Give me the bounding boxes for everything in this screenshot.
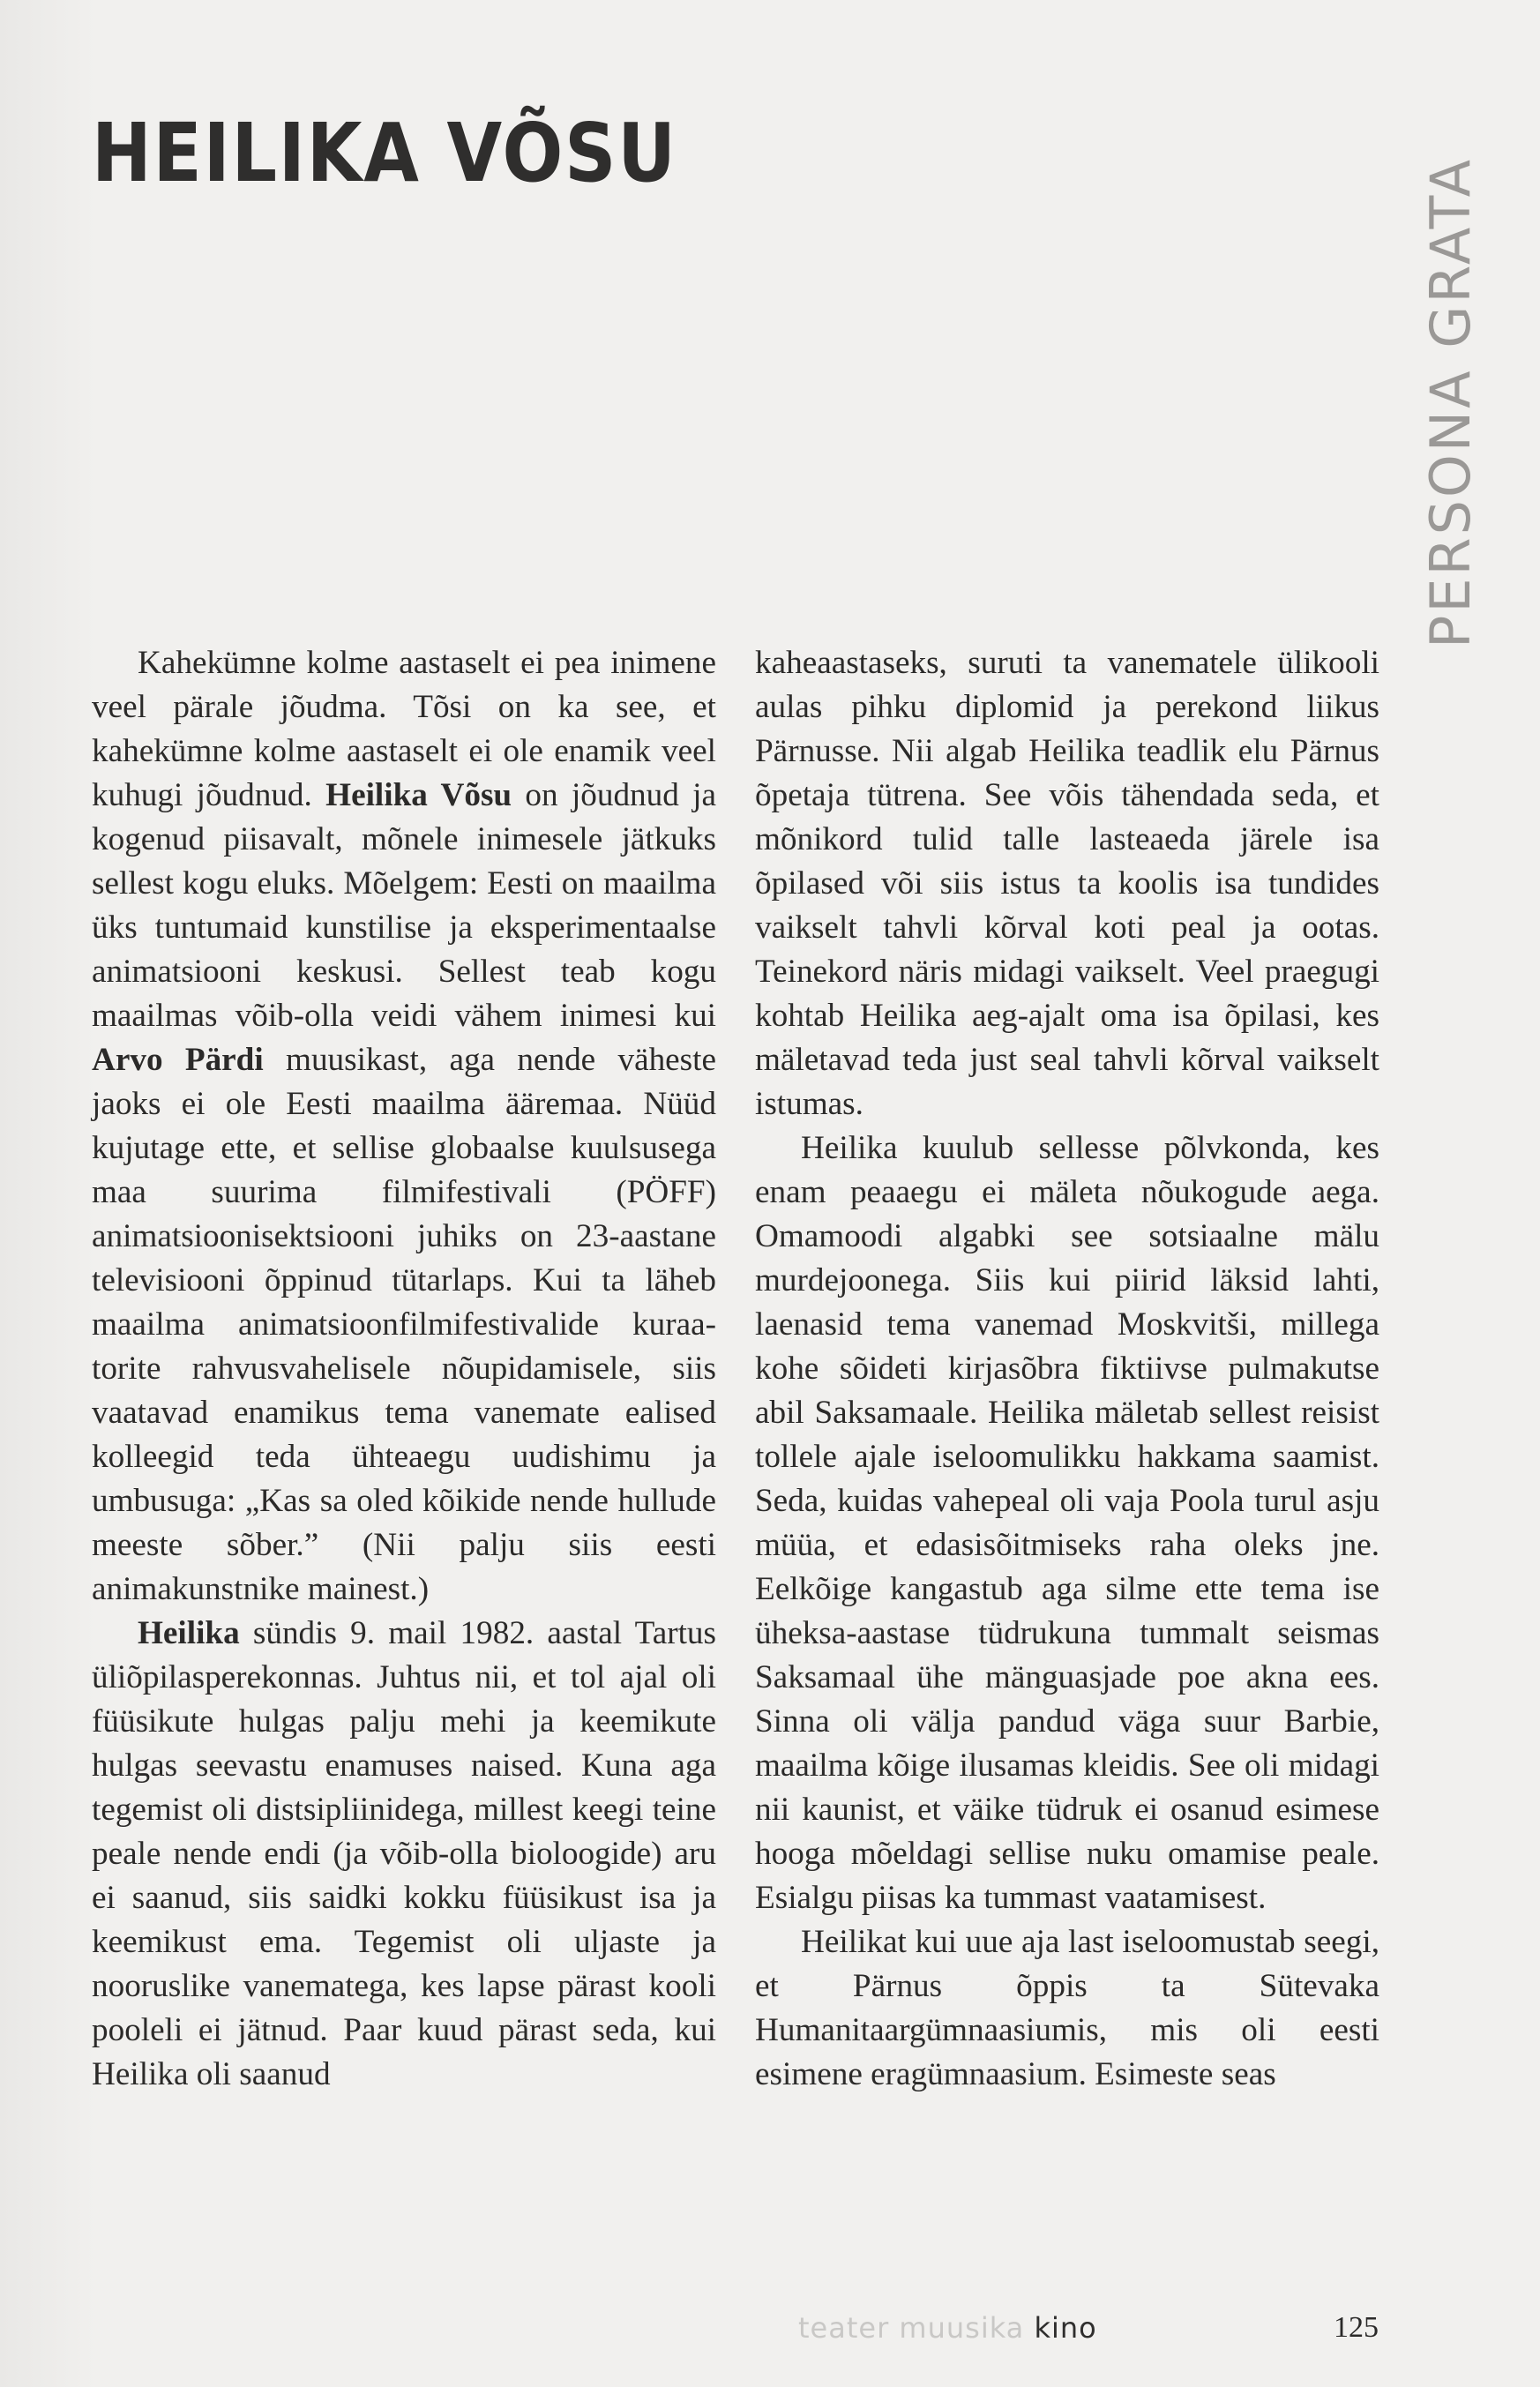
person-name: Heilika [138, 1615, 240, 1651]
right-column [755, 641, 1379, 2097]
left-column [92, 641, 716, 2097]
paragraph: Heilika kuulub sellesse põlvkonda, kes enam peaaegu ei mäleta nõukogude aega. Omamoodi algabki see sotsiaalne mälu murdejoonega. Siis kui piirid läksid lahti, laenasid tema vanemad Moskvitši, millega kohe sõideti kirjasõbra fiktiivse pulmakutse abil Saksamaale. Heilika mäletab sellest reisist tollele ajale iseloomulikku hakkama saamist. Seda, kuidas vahepeal oli vaja Poola turul asju müüa, et edasisõitmiseks raha oleks jne. Eelkõige kangastub aga silme ette tema ise üheksa-aastase tüdrukuna tummalt seismas Saksamaal ühe mänguasjade poe akna ees. Sinna oli välja pandud väga suur Barbie, maailma kõige ilusamas kleidis. See oli midagi nii kaunist, et väike tüdruk ei osanud esimese hooga mõeldagi sellise nuku omamise peale. Esialgu piisas ka tummast vaatamisest. [755, 1130, 1379, 1916]
paragraph [92, 641, 716, 1612]
paragraph: kaheaastaseks, suruti ta vanematele ülikooli aulas pihku diplomid ja perekond liikus Pärnusse. Nii algab Heilika teadlik elu Pärnus õpetaja tütrena. See võis tähendada seda, et mõnikord tulid talle lasteaeda järele isa õpilased või siis istus ta koolis isa tundides vaikselt tahvli kõrval koti peal ja ootas. Teinekord näris midagi vaikselt. Veel praegugi kohtab Heilika aeg-ajalt oma isa õpilasi, kes mäletavad teda just seal tahvli kõrval vaikselt istumas. [755, 645, 1379, 1122]
section-label: PERSONA GRATA [1418, 157, 1483, 648]
article-title: HEILIKA VÕSU [92, 106, 677, 200]
magazine-name-part: kino [1034, 2311, 1097, 2345]
person-name: Heilika Võsu [325, 777, 512, 813]
text-run: muusikast, aga nende väheste jaoks ei ole Eesti maailma ääremaa. Nüüd kujutage ette, et sellise globaalse kuulsusega maa suurima filmifestivali (PÖFF) animatsioonisektsiooni juhiks on 23-aastane televisiooni õppinud tütarlaps. Kui ta läheb maailma animatsioonfilmifestivalide kuraatorite rahvusvahelisele nõupidamisele, siis vaatavad enamikus tema vanemate ealised kolleegid teda ühteaegu uudishimu ja umbusuga: „Kas sa oled kõikide nende hullude meeste sõber.” (Nii palju siis eesti animakunstnike mainest.) [92, 1042, 716, 1607]
page-edge-shadow [0, 0, 97, 2387]
page-number: 125 [1334, 2311, 1379, 2344]
text-run: Kahekümne kolme aastaselt ei pea inimene veel pärale jõudma. Tõsi on ka see, et kahekümne kolme aastaselt ei ole enamik veel kuhugi jõudnud. [92, 645, 716, 813]
paragraph: Heilikat kui uue aja last iseloomustab seegi, et Pärnus õppis ta Sütevaka Humanitaargümnaasiumis, mis oli eesti esimene eragümnaasium. Esimeste seas [755, 1924, 1379, 2092]
magazine-name [798, 2311, 1097, 2345]
text-run: on jõudnud ja kogenud piisavalt, mõnele inimesele jätkuks sellest kogu eluks. Mõelgem: Eesti on maailma üks tuntumaid kunstilise ja eksperimentaalse animatsiooni keskusi. Sellest teab kogu maailmas võib-olla veidi vähem inimesi kui [92, 777, 716, 1034]
person-name: Arvo Pärdi [92, 1042, 264, 1078]
text-run: sündis 9. mail 1982. aastal Tartus üliõpilasperekonnas. Juhtus nii, et tol ajal oli füüsikute hulgas palju mehi ja keemikute hulgas seevastu enamuses naised. Kuna aga tegemist oli distsipliinidega, millest keegi teine peale nende endi (ja võib-olla bioloogide) aru ei saanud, siis saidki kokku füüsikust isa ja keemikust ema. Tegemist oli uljaste ja nooruslike vanematega, kes lapse pärast kooli pooleli ei jätnud. Paar kuud pärast seda, kui Heilika oli saanud [92, 1615, 716, 2092]
paragraph [92, 1612, 716, 2097]
magazine-name-part: teater muusika [798, 2311, 1025, 2345]
